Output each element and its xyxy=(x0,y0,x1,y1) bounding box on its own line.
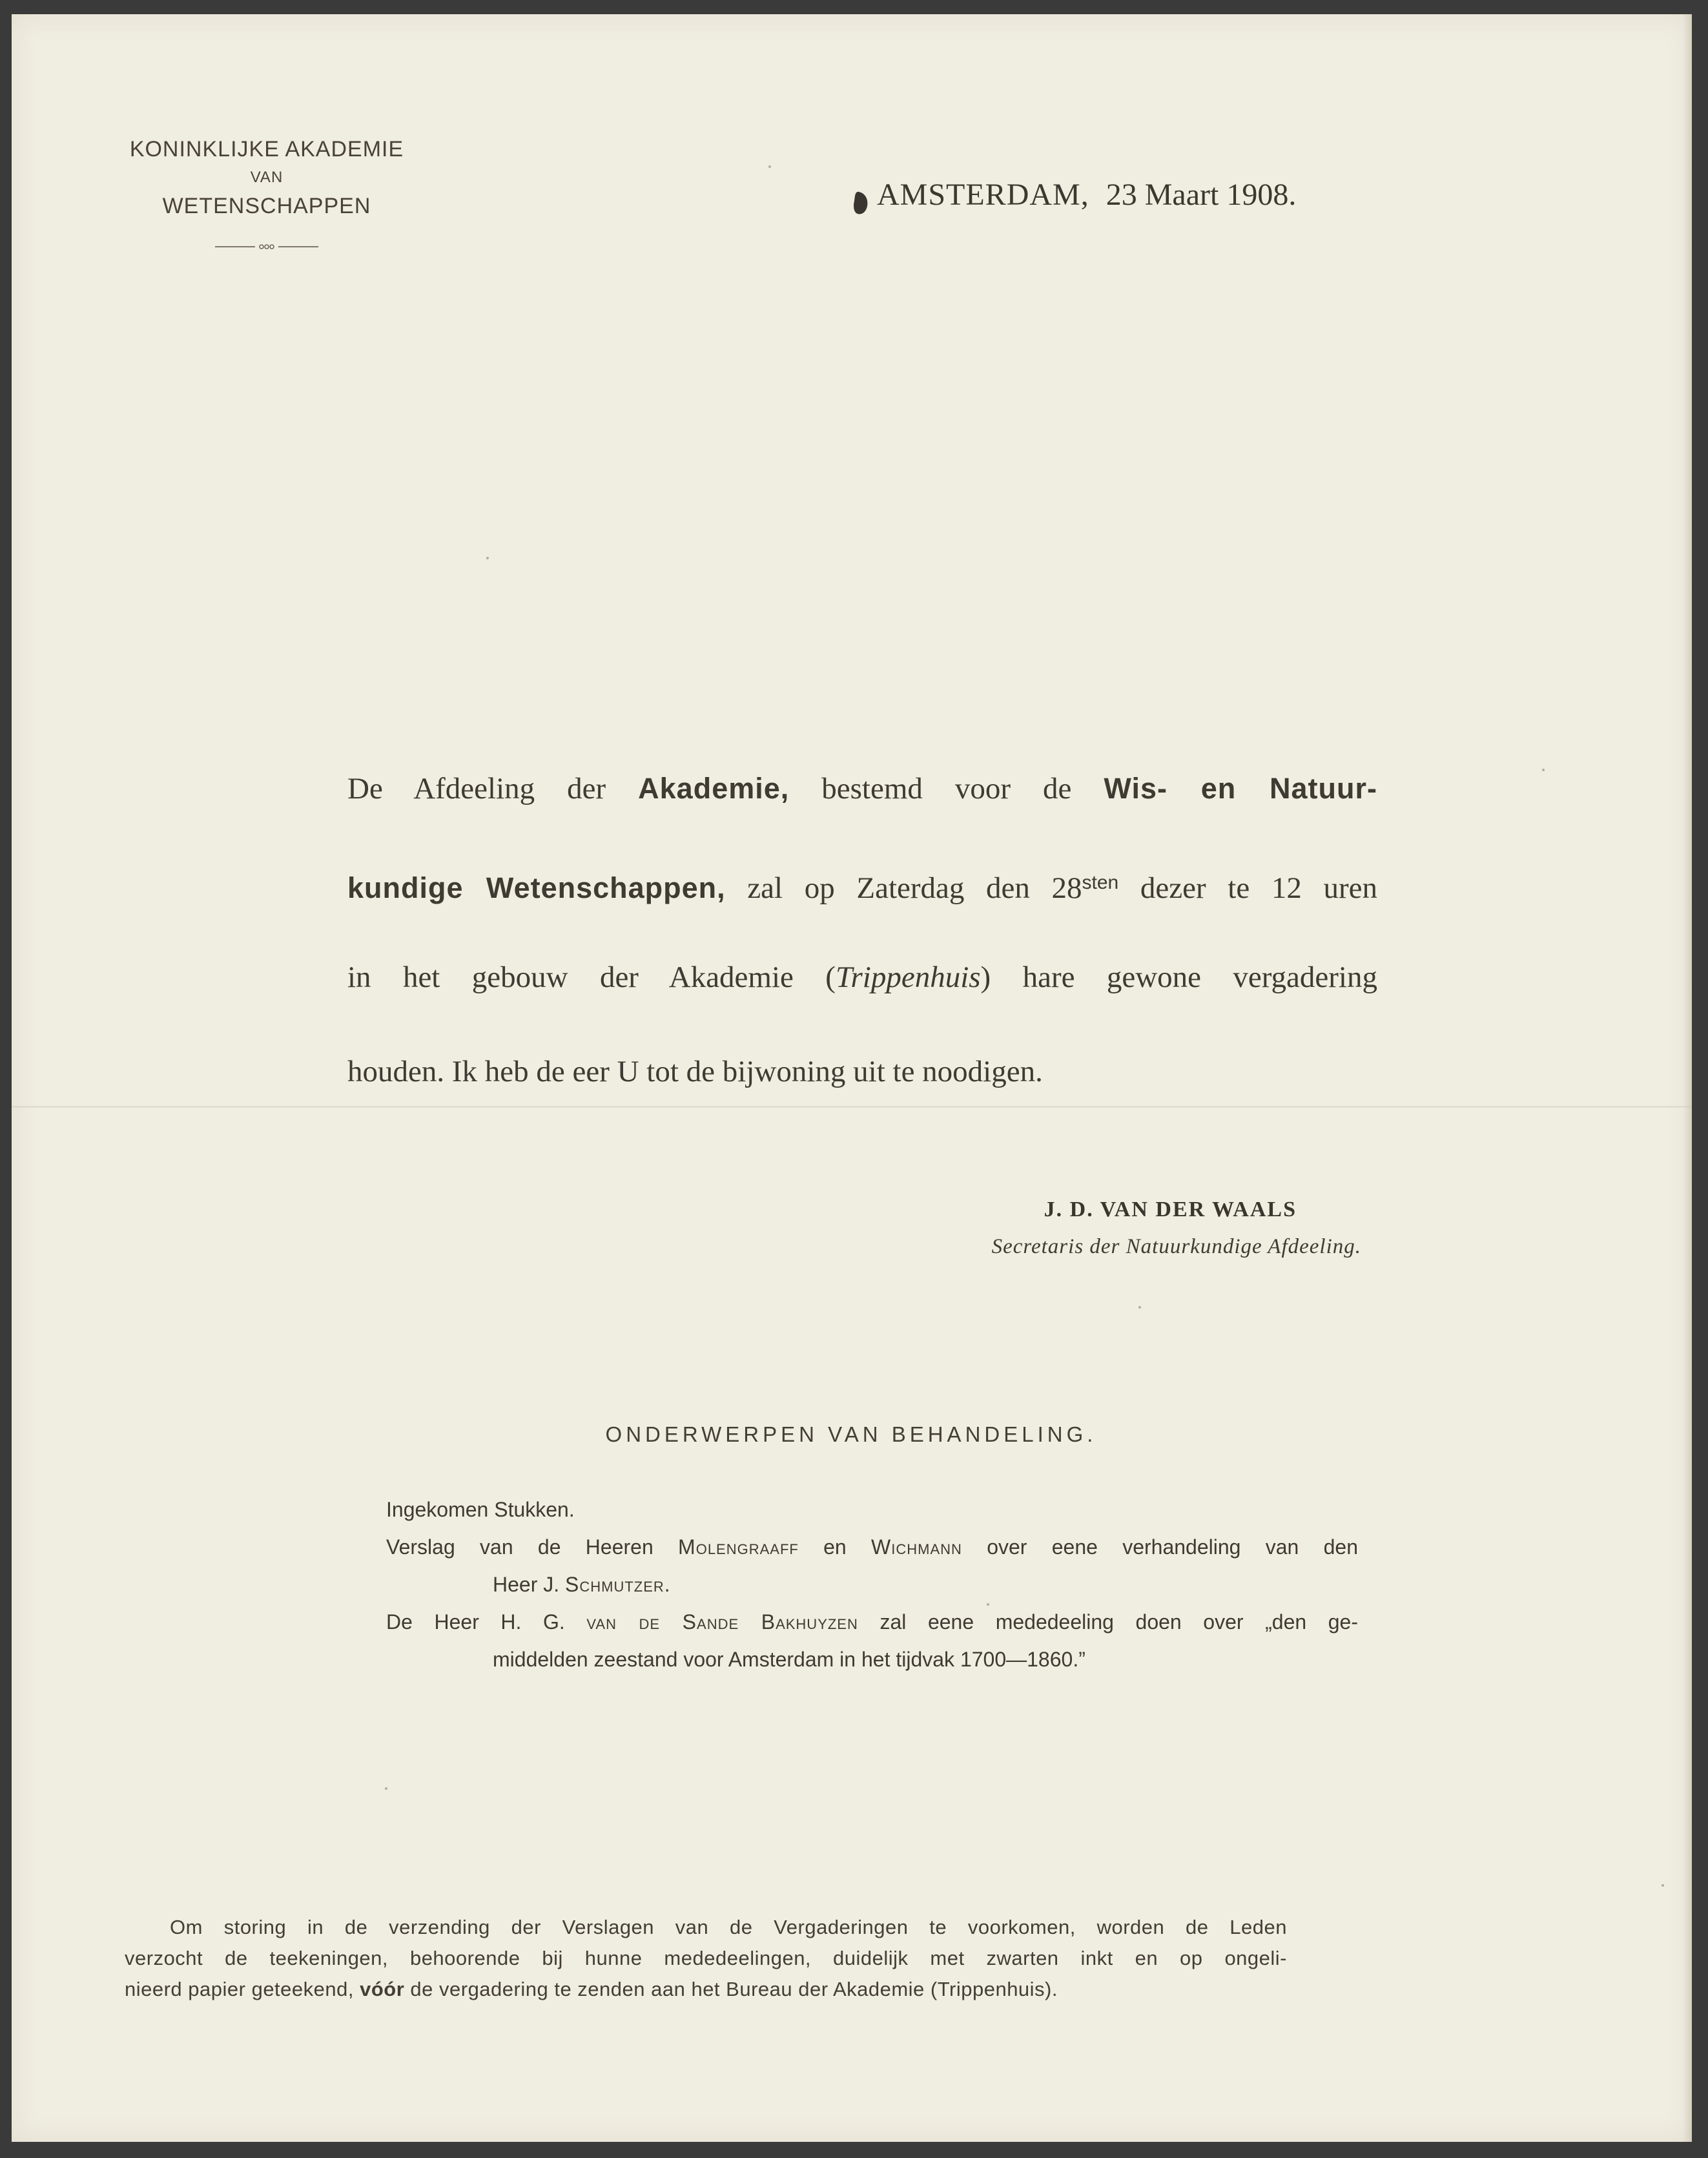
body-line-2 xyxy=(347,858,1377,952)
letterhead-line-1: KONINKLIJKE AKADEMIE xyxy=(129,137,404,161)
body-line-3 xyxy=(347,952,1377,1046)
agenda-name: Schmutzer. xyxy=(565,1573,671,1596)
body-line-1 xyxy=(347,763,1377,858)
dateline xyxy=(851,177,1296,213)
agenda-item-3 xyxy=(386,1603,1358,1641)
footnote-line-3 xyxy=(125,1974,1287,2005)
body-text-run: ) hare gewone vergadering xyxy=(980,960,1377,994)
agenda-name: van de Sande Bakhuyzen xyxy=(586,1610,858,1634)
paper-speck xyxy=(768,165,771,168)
paper-speck xyxy=(1138,1306,1141,1309)
agenda-text: Verslag van de Heeren xyxy=(386,1535,679,1559)
paper-speck xyxy=(385,1787,387,1790)
agenda-text: over eene verhandeling van den xyxy=(962,1535,1359,1559)
dateline-place: AMSTERDAM, xyxy=(877,178,1089,212)
agenda-text: Ingekomen Stukken. xyxy=(386,1498,575,1521)
footnote-text: verzocht de teekeningen, behoorende bij hunne mededeelingen, duidelijk met zwarten inkt en op ongeli- xyxy=(125,1947,1287,1969)
paper-speck xyxy=(987,1603,989,1606)
agenda-item-1 xyxy=(386,1491,1358,1528)
footnote-text: Om storing in de verzending der Verslagen van de Vergaderingen te voorkomen, worden de Leden xyxy=(170,1916,1287,1938)
body-bold-run: Wis- en Natuur- xyxy=(1104,772,1378,805)
signature-block xyxy=(851,1198,1361,1259)
agenda-text: middelden zeestand voor Amsterdam in het tijdvak 1700—1860.” xyxy=(493,1648,1086,1671)
agenda-item-2-continued xyxy=(386,1566,1358,1603)
ornament-rule xyxy=(215,243,318,251)
agenda-text: en xyxy=(798,1535,872,1559)
agenda-text: zal eene mededeeling doen over „den ge- xyxy=(858,1610,1358,1634)
body-bold-run: kundige Wetenschappen, xyxy=(347,871,726,904)
body-italic-run: Trippenhuis xyxy=(835,960,981,994)
footnote-bold: vóór xyxy=(360,1978,405,2000)
footnote-text: nieerd papier geteekend, xyxy=(125,1978,360,2000)
letterhead xyxy=(108,136,425,251)
paper-speck xyxy=(1662,1884,1664,1887)
superscript: sten xyxy=(1082,872,1119,893)
paper-edge xyxy=(1683,14,1692,2142)
paper-speck xyxy=(1542,769,1545,771)
body-bold-run: Akademie, xyxy=(638,772,790,805)
footnote-line-1 xyxy=(125,1912,1287,1943)
body-text-run: bestemd voor de xyxy=(789,772,1104,805)
footnote xyxy=(125,1912,1287,2005)
body-line-4 xyxy=(347,1046,1377,1141)
body-text-run: De Afdeeling der xyxy=(347,772,639,805)
agenda-heading: ONDERWERPEN VAN BEHANDELING. xyxy=(605,1422,1097,1446)
agenda-list xyxy=(386,1491,1358,1678)
body-text-run: houden. Ik heb de eer U tot de bijwoning uit te noodigen. xyxy=(347,1055,1043,1088)
paper-speck xyxy=(486,557,489,559)
ink-blot xyxy=(851,191,870,216)
letter-sheet xyxy=(12,14,1692,2142)
signatory-name: J. D. VAN DER WAALS xyxy=(1044,1198,1297,1221)
footnote-text: de vergadering te zenden aan het Bureau der Akademie (Trippenhuis). xyxy=(404,1978,1058,2000)
body-text-run: in het gebouw der Akademie ( xyxy=(347,960,836,994)
agenda-text: De Heer H. G. xyxy=(386,1610,587,1634)
dateline-date: 23 Maart 1908. xyxy=(1106,178,1297,212)
agenda-item-3-continued xyxy=(386,1641,1358,1678)
body-text-run: dezer te 12 uren xyxy=(1118,871,1377,905)
body-paragraph xyxy=(347,763,1377,1141)
signatory-title: Secretaris der Natuurkundige Afdeeling. xyxy=(991,1235,1361,1258)
agenda-item-2 xyxy=(386,1528,1358,1566)
body-text-run: zal op Zaterdag den 28 xyxy=(725,871,1082,905)
agenda-text: Heer J. xyxy=(493,1573,566,1596)
footnote-line-2 xyxy=(125,1943,1287,1974)
letterhead-line-3: WETENSCHAPPEN xyxy=(162,194,371,218)
agenda-name: Wichmann xyxy=(871,1535,962,1559)
agenda-name: Molengraaff xyxy=(678,1535,799,1559)
letterhead-line-2: VAN xyxy=(250,169,283,186)
